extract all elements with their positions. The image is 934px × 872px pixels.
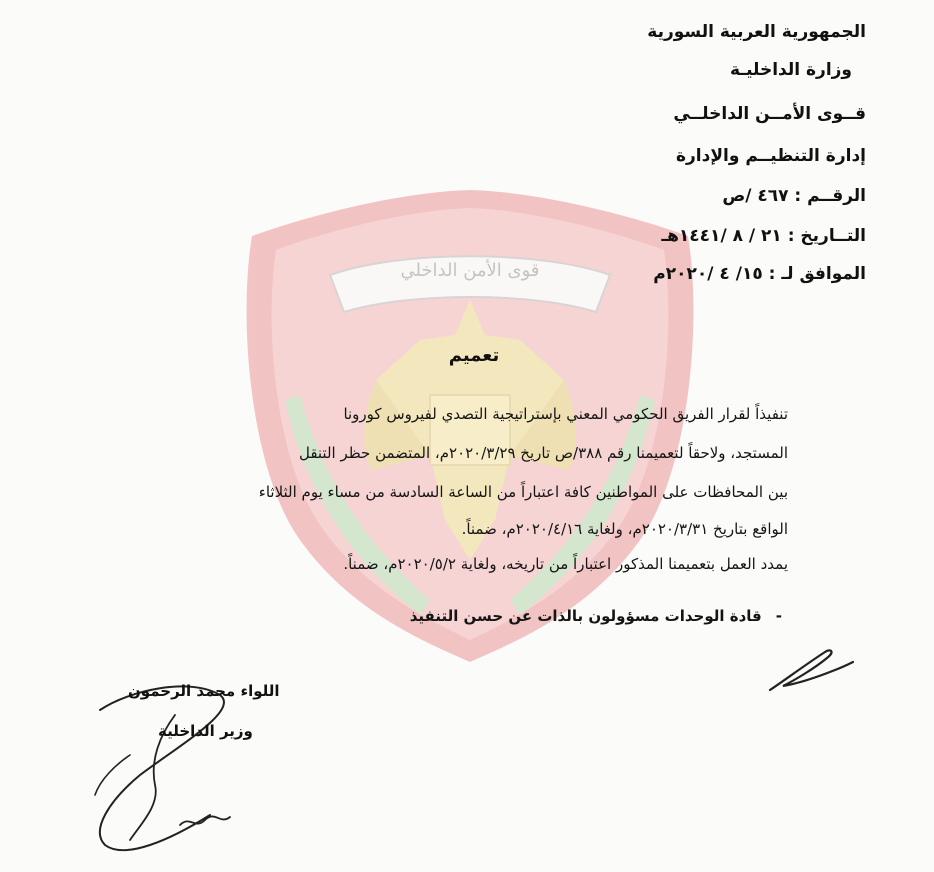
signatory-title: وزير الداخلية	[158, 722, 253, 740]
responsibility-note	[410, 605, 782, 627]
header-country: الجمهورية العربية السورية	[647, 22, 866, 42]
header-forces: قــوى الأمــن الداخلــي	[673, 104, 866, 124]
body-line: بين المحافظات على المواطنين كافة اعتباراً من الساعة السادسة من مساء يوم الثلاثاء	[258, 483, 788, 501]
body-line: المستجد، ولاحقاً لتعميمنا رقم ٣٨٨/ص تاريخ ٢٠٢٠/٣/٢٩م، المتضمن حظر التنقل	[298, 444, 788, 462]
signatory-name: اللواء محمد الرحمون	[128, 682, 280, 700]
body-line: الواقع بتاريخ ٢٠٢٠/٣/٣١م، ولغاية ٢٠٢٠/٤/١٦م، ضمناً.	[461, 520, 788, 538]
header-date-gregorian: الموافق لـ : ١٥/ ٤ /٢٠٢٠م	[653, 264, 866, 284]
header-number: الرقــم : ٤٦٧ /ص	[722, 186, 866, 206]
paraph-icon	[765, 640, 855, 700]
body-line: يمدد العمل بتعميمنا المذكور اعتباراً من تاريخه، ولغاية ٢٠٢٠/٥/٢م، ضمناً.	[343, 555, 788, 573]
note-dash: -	[775, 607, 782, 625]
body-line: تنفيذاً لقرار الفريق الحكومي المعني بإستراتيجية التصدي لفيروس كورونا	[343, 405, 788, 423]
header-ministry: وزارة الداخليـة	[729, 60, 852, 80]
note-text: قادة الوحدات مسؤولون بالذات عن حسن التنفيذ	[409, 607, 762, 625]
header-department: إدارة التنظيــم والإدارة	[675, 146, 866, 166]
document-subject: تعميم	[448, 345, 500, 366]
watermark-text: قوى الأمن الداخلي	[400, 260, 540, 281]
header-date-hijri: التــاريخ : ٢١ / ٨ /١٤٤١هـ	[661, 226, 866, 246]
